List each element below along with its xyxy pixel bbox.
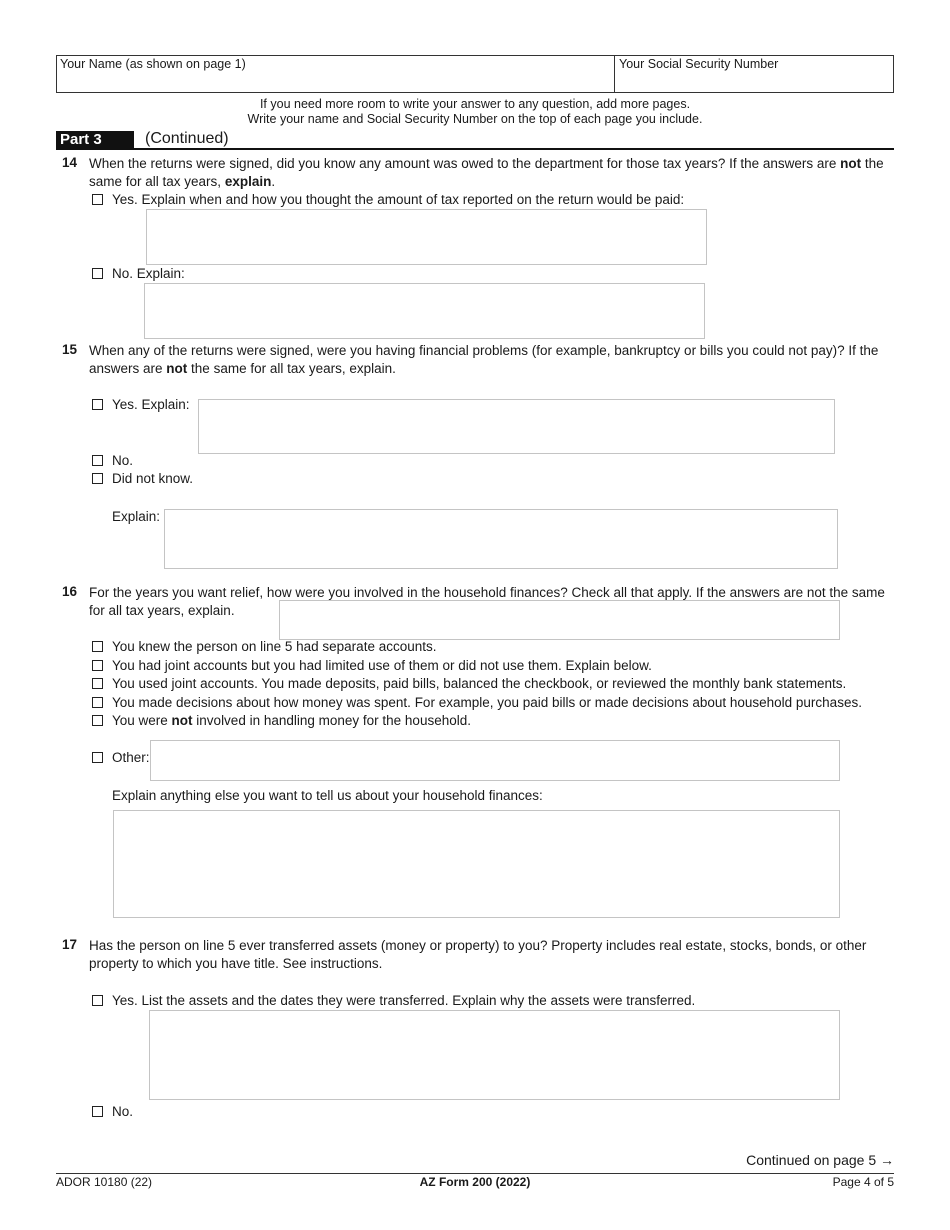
q15-dnk-checkbox[interactable] (92, 473, 103, 484)
q14-yes-explain-field[interactable] (146, 209, 707, 265)
q15-dnk-label: Did not know. (112, 471, 194, 486)
q16-option-2-label: You had joint accounts but you had limited use of them or did not use them. Explain below. (112, 658, 652, 673)
continued-note: Continued on page 5 → (746, 1152, 894, 1168)
part-rule (56, 148, 894, 150)
more-room-note: If you need more room to write your answer to any question, add more pages. (259, 97, 691, 111)
name-input[interactable] (60, 74, 610, 91)
q14-no-explain-field[interactable] (144, 283, 705, 339)
q16-option-5-label: You were not involved in handling money for the household. (112, 713, 471, 728)
q15-text: When any of the returns were signed, were you having financial problems (for example, bankruptcy or bills you could not pay)? If the answers are not the same for all tax years, explain. (89, 343, 879, 376)
q17-number: 17 (62, 937, 78, 952)
q16-explain-else-label: Explain anything else you want to tell us about your household finances: (112, 788, 543, 803)
name-ssn-note: Write your name and Social Security Number on the top of each page you include. (247, 112, 703, 126)
q14-yes-label: Yes. Explain when and how you thought the amount of tax reported on the return would be paid: (112, 192, 685, 207)
q15-no-checkbox[interactable] (92, 455, 103, 466)
header-divider (614, 55, 615, 93)
q16-text: For the years you want relief, how were you involved in the household finances? Check all that apply. If the answers are not the same for all tax years, explain. (89, 585, 885, 618)
q14-no-label: No. Explain: (112, 266, 185, 281)
q17-no-checkbox[interactable] (92, 1106, 103, 1117)
q17-yes-label: Yes. List the assets and the dates they were transferred. Explain why the assets were transferred. (112, 993, 696, 1008)
q16-explain-else-field[interactable] (113, 810, 840, 918)
q15-yes-label: Yes. Explain: (112, 397, 190, 412)
q16-option-3-checkbox[interactable] (92, 678, 103, 689)
q16-other-field[interactable] (150, 740, 840, 781)
q15-number: 15 (62, 342, 78, 357)
q15-explain-label: Explain: (112, 509, 161, 524)
page-number: Page 4 of 5 (832, 1175, 894, 1189)
footer-rule (56, 1173, 894, 1174)
q15-yes-explain-field[interactable] (198, 399, 835, 454)
form-title: AZ Form 200 (2022) (419, 1175, 531, 1189)
q17-yes-explain-field[interactable] (149, 1010, 840, 1100)
q16-option-3-label: You used joint accounts. You made deposits, paid bills, balanced the checkbook, or reviewed the monthly bank statements. (112, 676, 847, 691)
q16-option-2-checkbox[interactable] (92, 660, 103, 671)
part-continued: (Continued) (145, 130, 229, 147)
q15-explain-field[interactable] (164, 509, 838, 569)
q17-text: Has the person on line 5 ever transferred assets (money or property) to you? Property includes real estate, stocks, bonds, or other property to which you have title. See instructions. (89, 938, 867, 971)
q16-option-1-checkbox[interactable] (92, 641, 103, 652)
q16-option-5-checkbox[interactable] (92, 715, 103, 726)
q16-number: 16 (62, 584, 78, 599)
q15-yes-checkbox[interactable] (92, 399, 103, 410)
name-label: Your Name (as shown on page 1) (60, 57, 246, 71)
ssn-label: Your Social Security Number (619, 57, 779, 71)
q14-yes-checkbox[interactable] (92, 194, 103, 205)
part-badge: Part 3 (56, 131, 134, 149)
q14-number: 14 (62, 155, 78, 170)
q16-option-1-label: You knew the person on line 5 had separate accounts. (112, 639, 437, 654)
q15-no-label: No. (112, 453, 134, 468)
q16-option-4-label: You made decisions about how money was spent. For example, you paid bills or made decisions about household purchases. (112, 695, 862, 710)
q16-other-checkbox[interactable] (92, 752, 103, 763)
q16-option-4-checkbox[interactable] (92, 697, 103, 708)
q14-no-checkbox[interactable] (92, 268, 103, 279)
q16-explain-field[interactable] (279, 600, 840, 640)
q16-other-label: Other: (112, 750, 150, 765)
q17-yes-checkbox[interactable] (92, 995, 103, 1006)
form-code: ADOR 10180 (22) (56, 1175, 153, 1189)
q14-text: When the returns were signed, did you know any amount was owed to the department for those tax years? If the answers are not the same for all tax years, explain. (89, 156, 884, 189)
q17-no-label: No. (112, 1104, 134, 1119)
ssn-input[interactable] (619, 74, 889, 91)
